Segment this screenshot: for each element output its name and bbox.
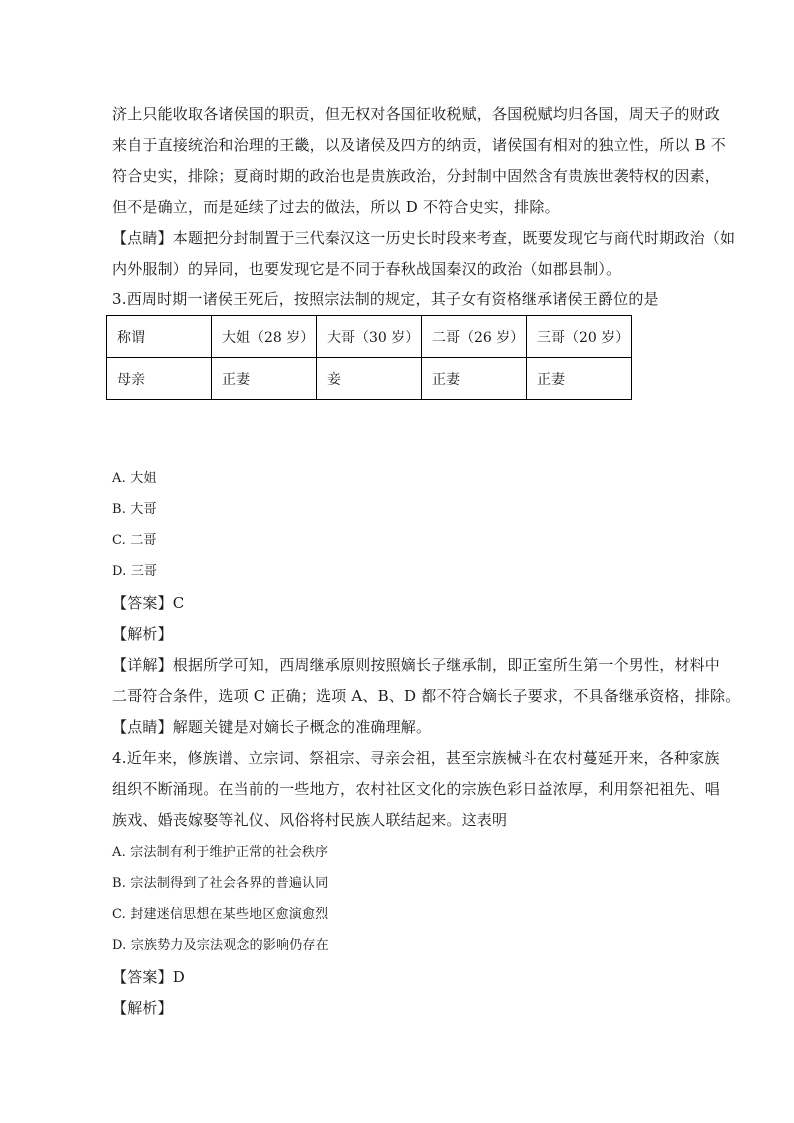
table-row [107,358,632,400]
point-note: 【点睛】本题把分封制置于三代秦汉这一历史长时段来考查，既要发现它与商代时期政治（如 [112,229,736,247]
option-c: C. 封建迷信思想在某些地区愈演愈烈 [112,907,329,922]
table-cell: 正妻 [527,358,632,400]
paragraph-line: 但不是确立，而是延续了过去的做法，所以 D 不符合史实，排除。 [112,198,560,216]
analysis-label: 【解析】 [112,625,173,643]
option-c: C. 二哥 [112,533,157,548]
option-d: D. 三哥 [112,564,158,579]
paragraph-line: 符合史实，排除；夏商时期的政治也是贵族政治，分封制中固然含有贵族世袭特权的因素， [112,167,721,185]
option-b: B. 宗法制得到了社会各界的普遍认同 [112,876,329,891]
table-cell: 大姐（28 岁） [212,316,317,358]
table-cell: 正妻 [422,358,527,400]
analysis-label: 【解析】 [112,999,173,1017]
paragraph-line: 济上只能收取各诸侯国的职贡，但无权对各国征收税赋，各国税赋均归各国，周天子的财政 [112,105,721,123]
detail-line: 二哥符合条件，选项 C 正确；选项 A、B、D 都不符合嫡长子要求，不具备继承资格，排除。 [112,687,741,705]
table-row [107,316,632,358]
answer-label: 【答案】C [112,594,185,612]
table-cell: 三哥（20 岁） [527,316,632,358]
table-cell: 称谓 [107,316,212,358]
table-cell: 母亲 [107,358,212,400]
paragraph-line: 来自于直接统治和治理的王畿，以及诸侯及四方的纳贡，诸侯国有相对的独立性，所以 B 不 [112,136,726,154]
option-d: D. 宗族势力及宗法观念的影响仍存在 [112,938,329,953]
point-note: 【点睛】解题关键是对嫡长子概念的准确理解。 [112,718,432,736]
question-4-stem: 族戏、婚丧嫁娶等礼仪、风俗将村民族人联结起来。这表明 [112,811,508,829]
table-cell: 大哥（30 岁） [317,316,422,358]
inheritance-table [106,315,632,400]
table-cell: 二哥（26 岁） [422,316,527,358]
option-a: A. 宗法制有利于维护正常的社会秩序 [112,845,329,860]
answer-label: 【答案】D [112,968,186,986]
point-note-cont: 内外服制）的异同，也要发现它是不同于春秋战国秦汉的政治（如郡县制）。 [112,260,622,278]
table-cell: 正妻 [212,358,317,400]
table-cell: 妾 [317,358,422,400]
option-b: B. 大哥 [112,502,157,517]
question-4-stem: 组织不断涌现。在当前的一些地方，农村社区文化的宗族色彩日益浓厚，利用祭祀祖先、唱 [112,780,721,798]
option-a: A. 大姐 [112,471,157,486]
question-4-stem: 4.近年来，修族谱、立宗词、祭祖宗、寻亲会祖，甚至宗族械斗在农村蔓延开来，各种家族 [112,749,720,767]
detail-line: 【详解】根据所学可知，西周继承原则按照嫡长子继承制，即正室所生第一个男性，材料中 [112,656,721,674]
question-3-stem: 3.西周时期一诸侯王死后，按照宗法制的规定，其子女有资格继承诸侯王爵位的是 [112,290,659,308]
